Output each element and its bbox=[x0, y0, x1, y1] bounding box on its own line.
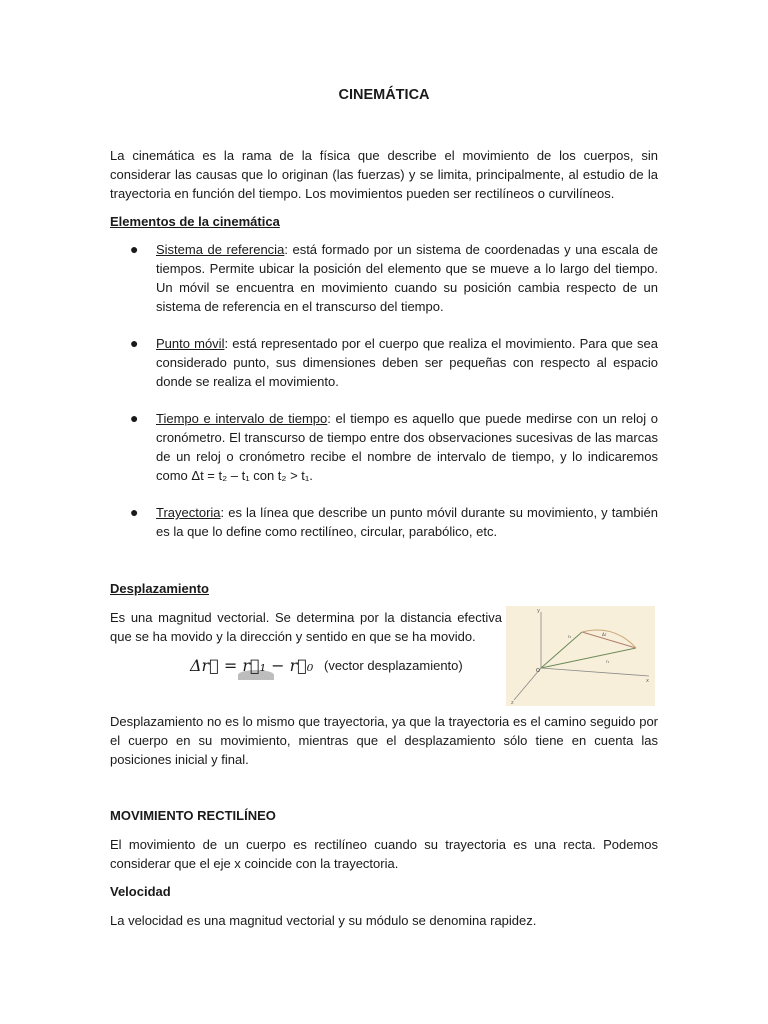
element-term: Sistema de referencia bbox=[156, 242, 285, 257]
bullet-icon: ● bbox=[130, 335, 139, 351]
r0-label: r₀ bbox=[568, 634, 572, 639]
list-item bbox=[110, 409, 658, 485]
list-item bbox=[110, 503, 658, 541]
bullet-icon: ● bbox=[130, 241, 139, 257]
element-term: Trayectoria bbox=[156, 505, 221, 520]
z-label: z bbox=[511, 700, 514, 706]
element-text: : está representado por el cuerpo que realiza el movimiento. Para que sea considerado punto, sus dimensiones deben ser pequeñas con respecto al espacio donde se realiza el movimiento. bbox=[156, 336, 658, 389]
list-item bbox=[110, 240, 658, 316]
r1-vector bbox=[541, 648, 636, 668]
element-term: Punto móvil bbox=[156, 336, 225, 351]
displacement-heading: Desplazamiento bbox=[110, 581, 209, 596]
rect-paragraph: El movimiento de un cuerpo es rectilíneo cuando su trayectoria es una recta. Podemos considerar que el eje x coincide con la trayectoria. bbox=[110, 837, 658, 871]
origin-label: O bbox=[536, 668, 540, 674]
elements-list bbox=[110, 240, 658, 541]
r1-label: r₁ bbox=[606, 659, 610, 664]
velocity-paragraph: La velocidad es una magnitud vectorial y su módulo se denomina rapidez. bbox=[110, 913, 537, 928]
vector-diagram-svg bbox=[506, 606, 655, 706]
displacement-formula: Δr⃗ = r⃗₁ − r⃗₀ bbox=[190, 656, 314, 675]
x-axis bbox=[541, 668, 649, 676]
elements-heading: Elementos de la cinemática bbox=[110, 214, 280, 229]
bullet-icon: ● bbox=[130, 410, 139, 426]
dr-label: Δr bbox=[602, 632, 607, 637]
element-text: : está formado por un sistema de coordenadas y una escala de tiempos. Permite ubicar la posición del elemento que se mueve a lo largo del tiempo. Un móvil se encuentra en movimiento cuando su posición cambia respecto de un sistema de referencia en el transcurso del tiempo. bbox=[156, 242, 659, 314]
rect-heading: MOVIMIENTO RECTILÍNEO bbox=[110, 808, 276, 823]
element-text: : es la línea que describe un punto móvil durante su movimiento, y también es la que lo define como rectilíneo, circular, parabólico, etc. bbox=[156, 505, 658, 539]
list-item bbox=[110, 334, 658, 391]
element-term: Tiempo e intervalo de tiempo bbox=[156, 411, 328, 426]
y-label: y bbox=[537, 608, 540, 614]
element-text: : el tiempo es aquello que puede medirse con un reloj o cronómetro. El transcurso de tiempo entre dos observaciones sucesivas de las marcas de un reloj o cronómetro recibe el nombre de intervalo de tiempo, y lo indicaremos como Δt = t₂ – t₁ con t₂ > t₁. bbox=[156, 411, 658, 483]
vector-diagram bbox=[506, 606, 655, 706]
page-title: CINEMÁTICA bbox=[338, 87, 430, 103]
displacement-note: Desplazamiento no es lo mismo que trayectoria, ya que la trayectoria es el camino seguido por el cuerpo en su movimiento, mientras que el desplazamiento sólo tiene en cuenta las posiciones inicial y final. bbox=[110, 714, 658, 767]
velocity-heading: Velocidad bbox=[110, 884, 171, 899]
formula-note: (vector desplazamiento) bbox=[324, 658, 463, 673]
intro-paragraph: La cinemática es la rama de la física que describe el movimiento de los cuerpos, sin considerar las causas que lo originan (las fuerzas) y se limita, principalmente, al estudio de la trayectoria en función del tiempo. Los movimientos pueden ser rectilíneos o curvilíneos. bbox=[110, 148, 658, 201]
r0-vector bbox=[541, 632, 582, 668]
bullet-icon: ● bbox=[130, 504, 139, 520]
displacement-paragraph: Es una magnitud vectorial. Se determina por la distancia efectiva que se ha movido y la dirección y sentido en que se ha movido. bbox=[110, 610, 502, 644]
x-label: x bbox=[646, 678, 649, 684]
